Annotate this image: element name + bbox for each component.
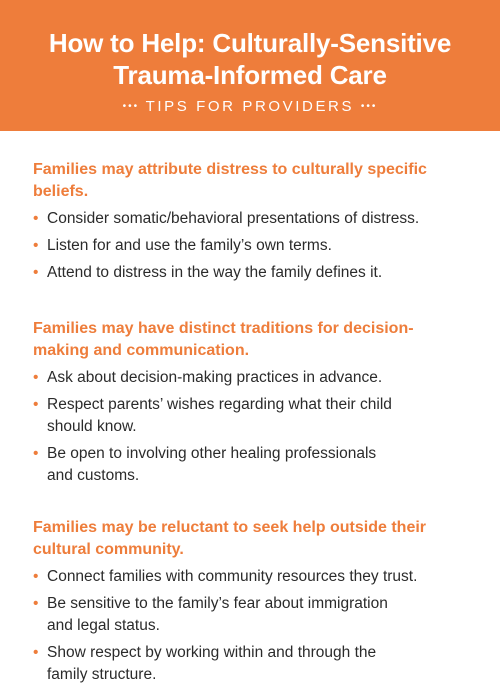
bullet-icon: • <box>33 644 39 661</box>
dots-right: ••• <box>360 101 378 113</box>
section-heading: Families may be reluctant to seek help outside their cultural community. <box>33 519 427 558</box>
section-3 <box>33 517 473 691</box>
list-item: • Respect parents’ wishes regarding what their child should know. <box>33 396 392 435</box>
bullet-icon: • <box>33 237 39 254</box>
section-heading: Families may attribute distress to culturally specific beliefs. <box>33 161 427 200</box>
bullet-icon: • <box>33 396 39 413</box>
subtitle-text: TIPS FOR PROVIDERS <box>145 98 355 115</box>
list-item: • Be open to involving other healing professionals and customs. <box>33 445 377 484</box>
subtitle <box>0 97 500 117</box>
list-item: • Show respect by working within and through the family structure. <box>33 644 377 683</box>
bullet-icon: • <box>33 210 39 227</box>
bullet-icon: • <box>33 369 39 386</box>
header-banner <box>0 0 500 131</box>
section-heading: Families may have distinct traditions for decision- making and communication. <box>33 320 414 359</box>
bullet-icon: • <box>33 445 39 462</box>
dots-left: ••• <box>122 101 140 113</box>
list-item: • Attend to distress in the way the family defines it. <box>33 262 473 284</box>
section-2 <box>33 318 473 492</box>
title-line-1: How to Help: Culturally-Sensitive <box>48 28 452 58</box>
list-item: • Consider somatic/behavioral presentations of distress. <box>33 208 473 230</box>
list-item: • Be sensitive to the family’s fear about immigration and legal status. <box>33 595 388 634</box>
bullet-icon: • <box>33 568 39 585</box>
list-item: • Connect families with community resources they trust. <box>33 566 473 588</box>
bullet-icon: • <box>33 264 39 281</box>
title-line-2: Trauma-Informed Care <box>113 60 387 90</box>
bullet-list <box>33 367 473 487</box>
list-item: • Listen for and use the family’s own terms. <box>33 235 473 257</box>
list-item: • Ask about decision-making practices in advance. <box>33 367 473 389</box>
bullet-icon: • <box>33 595 39 612</box>
section-1 <box>33 159 473 289</box>
bullet-list <box>33 208 473 284</box>
bullet-list <box>33 566 473 686</box>
